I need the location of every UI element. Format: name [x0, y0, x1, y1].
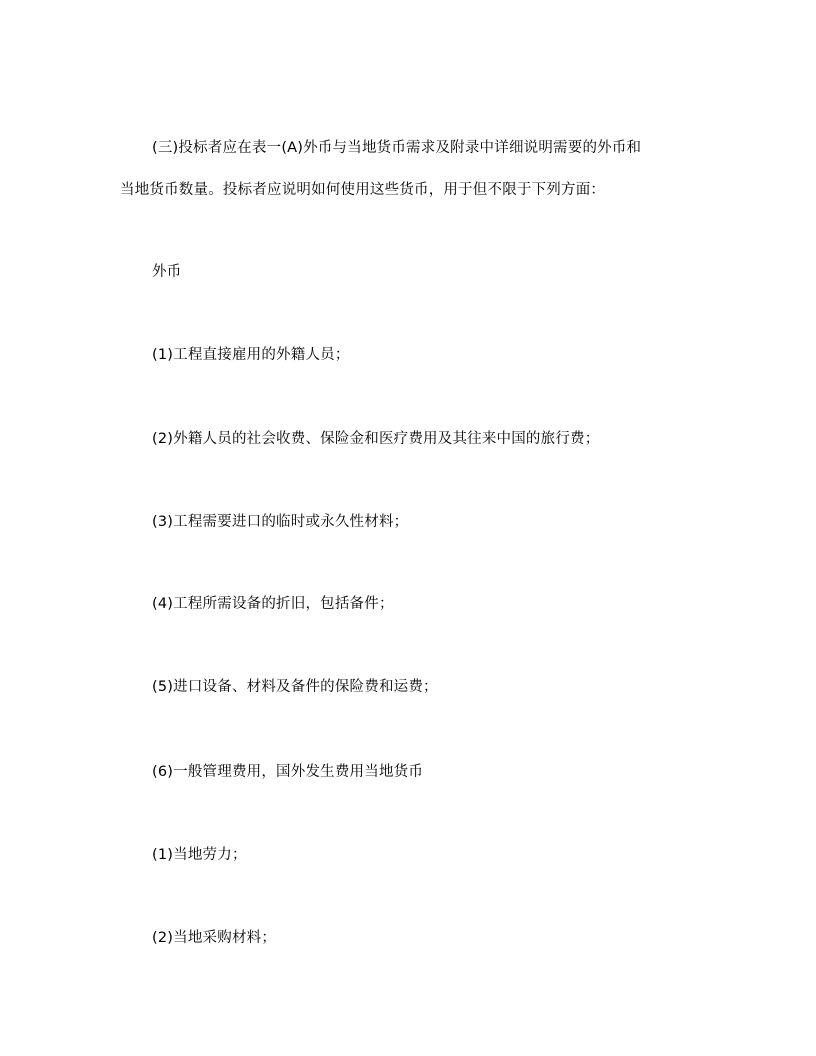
list-item: (2)外籍人员的社会收费、保险金和医疗费用及其往来中国的旅行费；: [152, 431, 600, 447]
list-item: (2)当地采购材料；: [152, 930, 277, 946]
list-item: (6)一般管理费用，国外发生费用当地货币: [152, 764, 424, 780]
list-item: (5)进口设备、材料及备件的保险费和运费；: [152, 679, 438, 695]
list-item: (3)工程需要进口的临时或永久性材料；: [152, 514, 409, 530]
section-heading-foreign: 外币: [152, 264, 182, 280]
paragraph-line-1: (三)投标者应在表一(A)外币与当地货币需求及附录中详细说明需要的外币和: [152, 140, 642, 156]
list-item: (4)工程所需设备的折旧，包括备件；: [152, 596, 394, 612]
paragraph-line-2: 当地货币数量。投标者应说明如何使用这些货币，用于但不限于下列方面：: [120, 182, 606, 198]
list-item: (1)工程直接雇用的外籍人员；: [152, 347, 350, 363]
list-item: (1)当地劳力；: [152, 847, 247, 863]
